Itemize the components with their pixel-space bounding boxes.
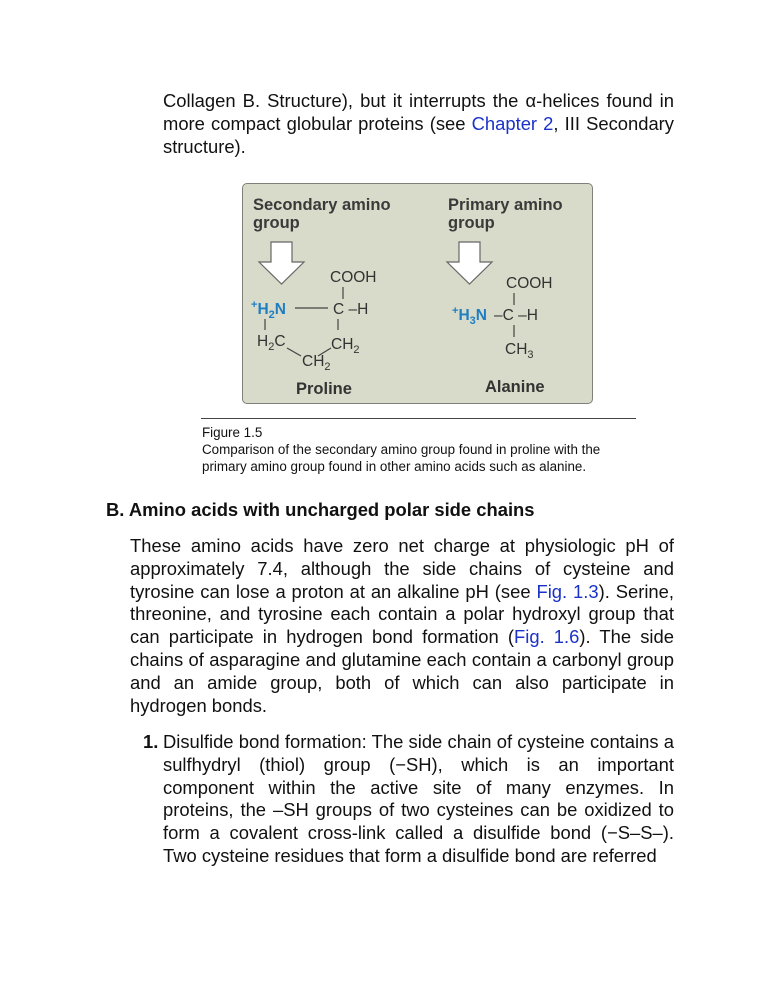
chapter-2-link[interactable]: Chapter 2 <box>471 112 554 134</box>
proline-ch2-bottom: $CH_2$ <box>302 353 331 373</box>
alanine-alpha-carbon: –C –H <box>494 307 538 324</box>
list-item-text: Disulfide bond formation: The side chain of cysteine contains a sulfhydryl (thiol) group (−SH), which is an important component within the active site of many enzymes. In proteins, the –SH groups of two cysteines can be oxidized to form a covalent cross-link called a disulfide bond (−S–S–). Two cysteine residues that form a disulfide bond are referred <box>163 731 674 866</box>
figure-caption: Comparison of the secondary amino group found in proline with the primary amino group found in other amino acids such as alanine. <box>202 442 601 474</box>
primary-amino-title-line1: Primary amino <box>448 196 563 214</box>
alanine-label: Alanine <box>485 378 545 396</box>
alanine-amine: $^+H_3N$ <box>452 305 487 327</box>
alanine-cooh: COOH <box>506 275 553 292</box>
primary-amino-title-line2: group <box>448 214 495 232</box>
secondary-amino-arrow-icon <box>259 242 304 284</box>
secondary-amino-title-line1: Secondary amino <box>253 196 391 214</box>
primary-amino-arrow-icon <box>447 242 492 284</box>
figure-number: Figure 1.5 <box>202 425 263 440</box>
fig-1-3-link[interactable]: Fig. 1.3 <box>536 580 599 602</box>
section-heading: B. Amino acids with uncharged polar side chains <box>106 499 535 520</box>
alanine-ch3: $CH_3$ <box>505 341 534 361</box>
proline-ch2-right: $CH_2$ <box>331 336 360 356</box>
intro-paragraph <box>163 90 674 158</box>
section-text-3: ). The side chains of asparagine and glutamine each contain a carbonyl group and an amide group, both of which can also participate in hydrogen bonds. <box>130 626 674 716</box>
proline-cooh: COOH <box>330 269 377 286</box>
proline-alpha-carbon: C –H <box>333 301 369 318</box>
proline-label: Proline <box>296 380 352 398</box>
section-paragraph <box>130 535 674 717</box>
section-text-2: ). Serine, threonine, and tyrosine each contain a polar hydroxyl group that can participate in hydrogen bond formation ( <box>130 580 674 648</box>
section-text-1: These amino acids have zero net charge at physiologic pH of approximately 7.4, although the side chains of cysteine and tyrosine can lose a proton at an alkaline pH (see <box>130 535 674 602</box>
secondary-amino-title-line2: group <box>253 214 300 232</box>
intro-text-end: , III Secondary structure). <box>163 112 674 157</box>
proline-h2c: $H_2C$ <box>257 333 286 353</box>
list-item-number: 1. <box>143 731 159 752</box>
figure-1-5-image <box>242 183 593 404</box>
figure-divider <box>201 418 636 419</box>
intro-text: Collagen B. Structure), but it interrupts the α-helices found in more compact globular proteins (see <box>163 90 674 134</box>
proline-amine: $^+H_2N$ <box>251 299 286 321</box>
fig-1-6-link[interactable]: Fig. 1.6 <box>514 626 580 648</box>
